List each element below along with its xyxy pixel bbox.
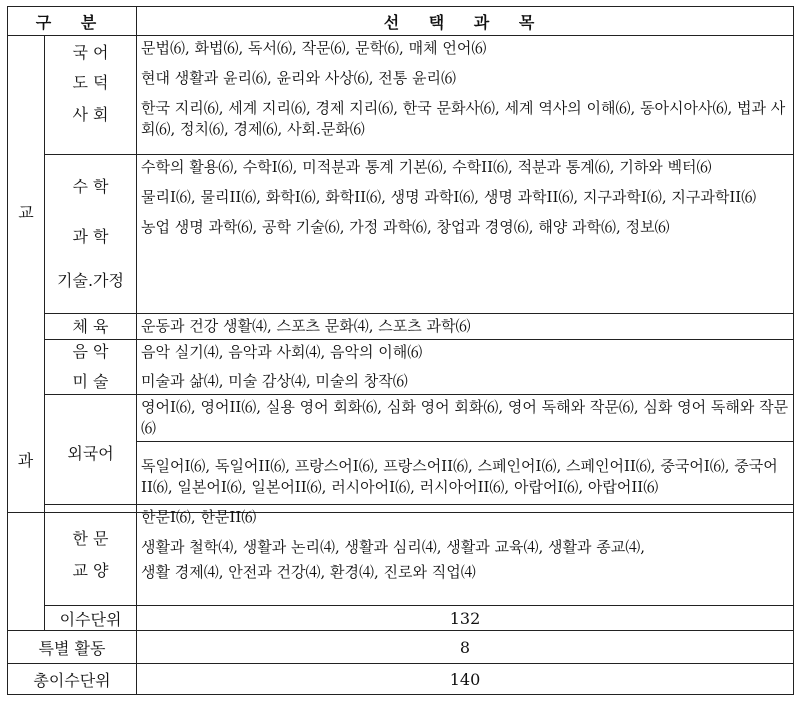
group-row-2 — [8, 155, 794, 314]
area-label: 도 덕 — [72, 73, 109, 92]
subjects-cell-4 — [137, 340, 794, 395]
summary-label: 이수단위 — [45, 606, 137, 631]
summary-value: 132 — [137, 606, 794, 631]
subject-line: 음악 실기⑷, 음악과 사회⑷, 음악의 이해⑹ — [141, 343, 423, 361]
subject-line: 한국 지리⑹, 세계 지리⑹, 경제 지리⑹, 한국 문화사⑹, 세계 역사의 이해⑹, 동아시아사⑹, 법과 사회⑹, 정치⑹, 경제⑹, 사회.문화⑹ — [141, 99, 786, 138]
subject-line: 농업 생명 과학⑹, 공학 기술⑹, 가정 과학⑹, 창업과 경영⑹, 해양 과학⑹, 정보⑹ — [141, 218, 670, 236]
subject-area-4 — [45, 340, 137, 395]
subject-area-2 — [45, 155, 137, 314]
header-category: 구 분 — [8, 7, 137, 36]
subjects-cell-2 — [137, 155, 794, 314]
subjects-cell-3 — [137, 314, 794, 340]
curriculum-table-lower — [7, 504, 794, 695]
area-label: 교 양 — [72, 561, 109, 580]
area-label: 체 육 — [72, 316, 109, 336]
subjects-cell-1 — [137, 36, 794, 155]
area-label: 과 학 — [72, 227, 109, 246]
subject-line: 생활과 철학⑷, 생활과 논리⑷, 생활과 심리⑷, 생활과 교육⑷, 생활과 종교⑷, — [141, 538, 646, 556]
subject-line: 독일어I⑹, 독일어II⑹, 프랑스어I⑹, 프랑스어II⑹, 스페인어I⑹, 스페인어II⑹, 중국어I⑹, 중국어II⑹, 일본어I⑹, 일본어II⑹, 러시아어I⑹, 러시아어II⑹, 아랍어I⑹, 아랍어II⑹ — [141, 457, 778, 496]
group-row-5a — [8, 395, 794, 442]
summary-label: 특별 활동 — [8, 631, 137, 664]
area-label: 기술.가정 — [57, 271, 124, 290]
subjects-cell-5b — [137, 442, 794, 513]
subject-line: 문법⑹, 화법⑹, 독서⑹, 작문⑹, 문학⑹, 매체 언어⑹ — [141, 39, 487, 57]
summary-row-1 — [8, 606, 794, 631]
area-label: 외국어 — [67, 443, 114, 463]
subject-area-6 — [45, 505, 137, 606]
group-row-4 — [8, 340, 794, 395]
area-label: 사 회 — [72, 105, 109, 124]
summary-value: 140 — [137, 664, 794, 695]
subject-line: 생활 경제⑷, 안전과 건강⑷, 환경⑷, 진로와 직업⑷ — [141, 563, 476, 581]
summary-value: 8 — [137, 631, 794, 664]
area-label: 국 어 — [72, 43, 109, 62]
header-row — [8, 7, 794, 36]
group-row-6-content — [8, 505, 794, 606]
group-label-gwa-cell — [8, 505, 45, 631]
group-row-1 — [8, 36, 794, 155]
subject-area-5 — [45, 395, 137, 513]
subject-line: 물리I⑹, 물리II⑹, 화학I⑹, 화학II⑹, 생명 과학I⑹, 생명 과학II⑹, 지구과학I⑹, 지구과학II⑹ — [141, 188, 757, 206]
subject-line: 미술과 삶⑷, 미술 감상⑷, 미술의 창작⑹ — [141, 372, 408, 390]
subject-line: 수학의 활용⑹, 수학I⑹, 미적분과 통계 기본⑹, 수학II⑹, 적분과 통계⑹, 기하와 벡터⑹ — [141, 158, 712, 176]
subject-line: 한문I⑹, 한문II⑹ — [141, 508, 257, 526]
area-label: 수 학 — [72, 177, 109, 196]
area-label: 미 술 — [72, 372, 109, 391]
subject-area-1 — [45, 36, 137, 155]
subject-line: 영어I⑹, 영어II⑹, 실용 영어 회화⑹, 심화 영어 회화⑹, 영어 독해와 작문⑹, 심화 영어 독해와 작문⑹ — [141, 398, 789, 437]
area-label: 한 문 — [72, 529, 109, 548]
subject-area-3 — [45, 314, 137, 340]
subject-line: 현대 생활과 윤리⑹, 윤리와 사상⑹, 전통 윤리⑹ — [141, 69, 457, 87]
subjects-cell-5a — [137, 395, 794, 442]
curriculum-table — [7, 6, 794, 513]
summary-row-3 — [8, 664, 794, 695]
subjects-cell-6 — [137, 505, 794, 606]
subject-line: 운동과 건강 생활⑷, 스포츠 문화⑷, 스포츠 과학⑹ — [141, 317, 471, 335]
group-row-3 — [8, 314, 794, 340]
header-subjects: 선 택 과 목 — [137, 7, 794, 36]
summary-label: 총이수단위 — [8, 664, 137, 695]
area-label: 음 악 — [72, 342, 109, 361]
group-label-gyo: 교 — [8, 36, 45, 513]
summary-row-2 — [8, 631, 794, 664]
group-label-gwa-text: 과 — [17, 451, 34, 470]
